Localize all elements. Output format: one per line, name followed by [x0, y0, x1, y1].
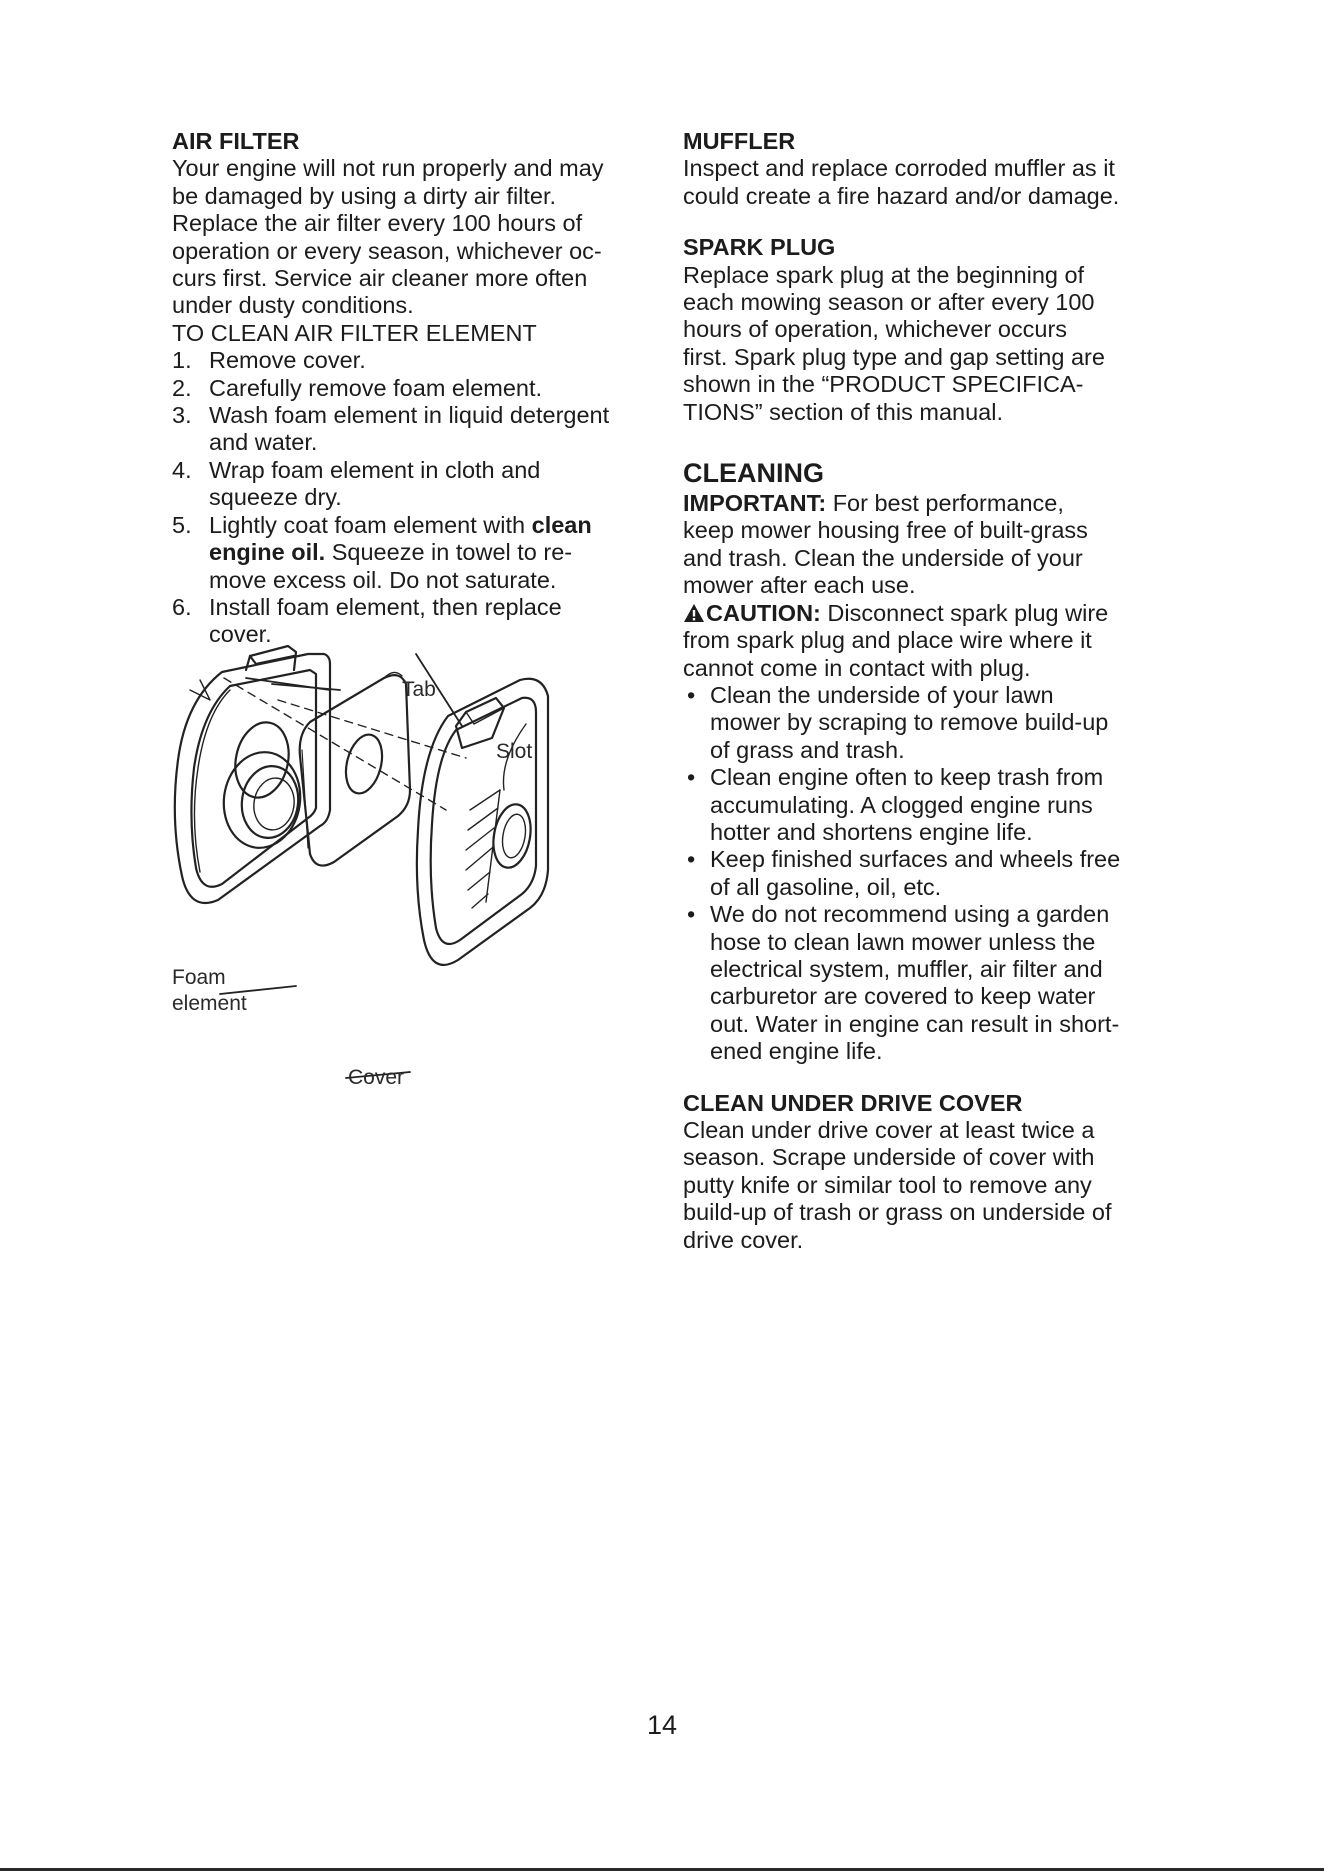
step-text: Remove cover.: [209, 347, 366, 374]
step-number: 1.: [172, 347, 192, 374]
important-line: mower after each use.: [683, 572, 916, 599]
step-text: Carefully remove foam element.: [209, 374, 543, 401]
air-filter-diagram: [170, 640, 670, 1120]
bullet-line: out. Water in engine can result in short-: [710, 1010, 1120, 1037]
cleaning-bullets: [683, 682, 1173, 1066]
important-note: [683, 490, 1173, 600]
bullet-item: [683, 846, 1173, 901]
step-text: cover.: [209, 621, 272, 648]
cover-drawing: [417, 679, 548, 965]
bullet-dot: •: [687, 764, 696, 791]
bullet-dot: •: [687, 846, 696, 873]
spark-line: TIONS” section of this manual.: [683, 398, 1003, 425]
bullet-line: Keep finished surfaces and wheels free: [710, 846, 1121, 873]
drive-line: Clean under drive cover at least twice a: [683, 1117, 1095, 1143]
bullet-line: electrical system, muffler, air filter and: [710, 955, 1103, 982]
bullet-line: of grass and trash.: [710, 736, 905, 763]
spark-line: Replace spark plug at the beginning of: [683, 261, 1085, 288]
step-text: Lightly coat foam element with: [209, 511, 532, 538]
step-emphasis: engine oil.: [209, 539, 326, 566]
spark-plug-text: [683, 262, 1173, 426]
muffler-text: [683, 155, 1173, 210]
bullet-line: We do not recommend using a garden: [710, 901, 1110, 928]
bullet-line: hose to clean lawn mower unless the: [710, 928, 1096, 955]
caution-label: CAUTION:: [706, 599, 821, 626]
caution-note: [683, 600, 1173, 682]
step-text: squeeze dry.: [209, 484, 342, 511]
intro-line: under dusty conditions.: [172, 292, 414, 319]
warning-triangle-icon: [683, 603, 705, 623]
spark-line: hours of operation, whichever occurs: [683, 316, 1068, 343]
intro-line: be damaged by using a dirty air filter.: [172, 182, 557, 209]
intro-line: curs first. Service air cleaner more often: [172, 265, 588, 292]
foam-label: Foam: [172, 966, 226, 989]
spark-plug-heading: SPARK PLUG: [683, 234, 836, 261]
muffler-heading: MUFFLER: [683, 128, 796, 154]
air-filter-heading: AIR FILTER: [172, 128, 300, 154]
bullet-item: [683, 764, 1173, 846]
caution-line: cannot come in contact with plug.: [683, 654, 1031, 681]
air-filter-illustration: [170, 640, 670, 1120]
slot-label: Slot: [496, 740, 533, 763]
caution-line: Disconnect spark plug wire: [820, 599, 1109, 626]
element-label: element: [172, 992, 247, 1015]
bullet-line: hotter and shortens engine life.: [710, 818, 1033, 845]
spark-line: shown in the “PRODUCT SPECIFICA-: [683, 371, 1084, 398]
right-column: [683, 128, 1173, 1254]
step-text: move excess oil. Do not saturate.: [209, 566, 557, 593]
step-number: 3.: [172, 402, 192, 429]
step-number: 5.: [172, 511, 192, 538]
cleaning-steps: [172, 347, 672, 648]
bullet-line: Clean engine often to keep trash from: [710, 764, 1104, 791]
bullet-line: mower by scraping to remove build-up: [710, 709, 1109, 736]
drive-line: season. Scrape underside of cover with: [683, 1144, 1095, 1171]
intro-line: operation or every season, whichever oc-: [172, 237, 602, 264]
important-line: For best performance,: [826, 490, 1064, 517]
bullet-line: Clean the underside of your lawn: [710, 681, 1054, 708]
spark-line: first. Spark plug type and gap setting are: [683, 343, 1105, 370]
important-line: and trash. Clean the underside of your: [683, 544, 1083, 571]
clean-element-subheading: TO CLEAN AIR FILTER ELEMENT: [172, 319, 537, 346]
step-number: 4.: [172, 456, 192, 483]
bullet-dot: •: [687, 681, 696, 708]
step-item: [172, 402, 672, 457]
step-item: [172, 512, 672, 594]
step-number: 2.: [172, 374, 192, 401]
filter-base-drawing: [175, 646, 330, 903]
bullet-line: ened engine life.: [710, 1038, 883, 1065]
intro-line: Your engine will not run properly and may: [172, 155, 604, 182]
step-item: [172, 375, 672, 402]
important-label: IMPORTANT:: [683, 490, 827, 517]
clean-under-drive-heading: CLEAN UNDER DRIVE COVER: [683, 1089, 1023, 1116]
spark-line: each mowing season or after every 100: [683, 289, 1095, 316]
step-text: Wrap foam element in cloth and: [209, 456, 541, 483]
bullet-item: [683, 682, 1173, 764]
leader-lines: [220, 654, 462, 1078]
bullet-dot: •: [687, 901, 696, 928]
air-filter-intro: [172, 155, 672, 319]
muffler-line: could create a fire hazard and/or damage.: [683, 182, 1120, 209]
step-emphasis: clean: [531, 511, 592, 538]
drive-line: putty knife or similar tool to remove any: [683, 1171, 1092, 1198]
important-line: keep mower housing free of built-grass: [683, 517, 1088, 544]
cover-label: Cover: [348, 1066, 405, 1089]
step-text: Squeeze in towel to re-: [325, 539, 573, 566]
intro-line: Replace the air filter every 100 hours of: [172, 210, 583, 237]
step-item: [172, 457, 672, 512]
bullet-line: accumulating. A clogged engine runs: [710, 791, 1093, 818]
caution-line: from spark plug and place wire where it: [683, 627, 1092, 654]
page-number: 14: [646, 1710, 678, 1740]
step-text: Install foam element, then replace: [209, 593, 562, 620]
page-bottom-rule: [0, 1868, 1324, 1871]
step-text: and water.: [209, 429, 318, 456]
bullet-line: of all gasoline, oil, etc.: [710, 873, 942, 900]
drive-line: drive cover.: [683, 1226, 804, 1253]
tab-label: Tab: [402, 678, 436, 701]
clean-under-drive-text: [683, 1117, 1173, 1254]
muffler-line: Inspect and replace corroded muffler as it: [683, 155, 1115, 182]
left-column: [172, 128, 672, 649]
step-text: Wash foam element in liquid detergent: [209, 402, 610, 429]
bullet-line: carburetor are covered to keep water: [710, 983, 1096, 1010]
step-item: [172, 347, 672, 374]
step-number: 6.: [172, 593, 192, 620]
cleaning-heading: CLEANING: [683, 458, 824, 489]
drive-line: build-up of trash or grass on underside of: [683, 1199, 1112, 1226]
bullet-item: [683, 901, 1173, 1065]
